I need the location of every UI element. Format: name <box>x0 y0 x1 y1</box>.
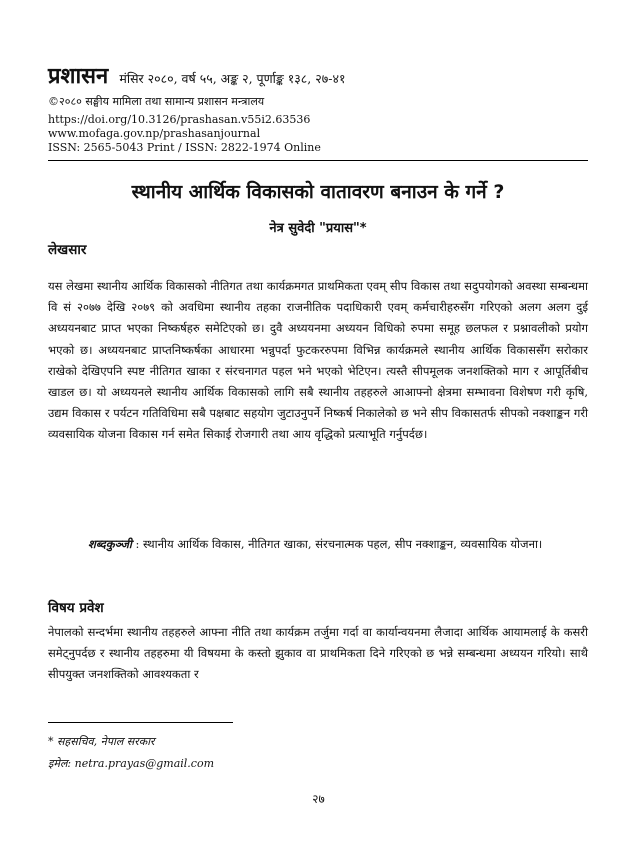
header-divider <box>48 160 588 161</box>
article-title: स्थानीय आर्थिक विकासको वातावरण बनाउन के गर्ने ? <box>131 181 505 203</box>
abstract-heading: लेखसार <box>48 242 87 258</box>
issn-line: ISSN: 2565-5043 Print / ISSN: 2822-1974 Online <box>48 141 321 154</box>
footnote-divider <box>48 722 233 723</box>
abstract-text: यस लेखमा स्थानीय आर्थिक विकासको नीतिगत तथा कार्यक्रमगत प्राथमिकता एवम् सीप विकास तथा सदुपयोगको अवस्था सम्बन्धमा वि सं २०७७ देखि २०७९ को अवधिमा स्थानीय तहका राजनीतिक पदाधिकारी एवम् कर्मचारीहरुसँग गरिएको अलग अलग दुई अध्ययनबाट प्राप्त भएका निष्कर्षहरु समेटिएको छ। दुवै अध्ययनमा अध्ययन विधिको रुपमा समूह छलफल र प्रश्नावलीको प्रयोग भएको छ। अध्ययनबाट प्राप्तनिष्कर्षका आधारमा भन्नुपर्दा फुटकररुपमा विभिन्न कार्यक्रमले स्थानीय आर्थिक विकाससँग सरोकार राखेको देखिएपनि स्पष्ट नीतिगत खाका र संरचनागत पहल भने भएको भेटिएन। त्यस्तै सीपमूलक जनशक्तिको माग र आपूर्तिबीच खाडल छ। यो अध्ययनले स्थानीय आर्थिक विकासको लागि सबै स्थानीय तहहरुले आआफ्नो क्षेत्रमा सम्भावना विशेषण गरी कृषि, उद्यम विकास र पर्यटन गतिविधिमा सबै पक्षबाट सहयोग जुटाउनुपर्ने निष्कर्ष निकालेको छ भने सीप विकासतर्फ सीपको नक्शाङ्कन गरी व्यवसायिक योजना विकास गर्न समेत सिकाई रोजगारी तथा आय वृद्धिको प्रत्याभूति गर्नुपर्दछ। <box>48 279 588 442</box>
footnote-affiliation: * सहसचिव, नेपाल सरकार <box>48 735 155 748</box>
footnote-email: इमेल: netra.prayas@gmail.com <box>48 757 215 770</box>
journal-name: प्रशासन <box>48 64 109 89</box>
intro-heading: विषय प्रवेश <box>48 600 104 616</box>
keywords-label: शब्दकुञ्जी <box>88 537 132 551</box>
article-author: नेत्र सुवेदी "प्रयास"* <box>269 221 367 236</box>
copyright-line: ©२०८० सङ्घीय मामिला तथा सामान्य प्रशासन मन्त्रालय <box>48 95 265 108</box>
website-link[interactable]: www.mofaga.gov.np/prashasanjournal <box>48 127 261 140</box>
page-number: २७ <box>312 792 325 806</box>
doi-link[interactable]: https://doi.org/10.3126/prashasan.v55i2.63536 <box>48 113 311 126</box>
masthead <box>48 60 608 90</box>
intro-text: नेपालको सन्दर्भमा स्थानीय तहहरुले आफ्ना नीति तथा कार्यक्रम तर्जुमा गर्दा वा कार्यान्वयनमा लैजादा आर्थिक आयामलाई के कसरी समेट्नुपर्दछ र स्थानीय तहहरुमा यी विषयमा के कस्तो झुकाव वा प्राथमिकता दिने गरिएको छ भन्ने सम्बन्धमा अध्ययन गरियो। साथै सीपयुक्त जनशक्तिको आवश्यकता र <box>48 625 588 682</box>
issue-info: मंसिर २०८०, वर्ष ५५, अङ्क २, पूर्णाङ्क १३८, २७-४१ <box>119 71 346 86</box>
keywords-list: : स्थानीय आर्थिक विकास, नीतिगत खाका, संरचनात्मक पहल, सीप नक्शाङ्कन, व्यवसायिक योजना। <box>135 537 543 551</box>
keywords-line <box>48 534 588 555</box>
